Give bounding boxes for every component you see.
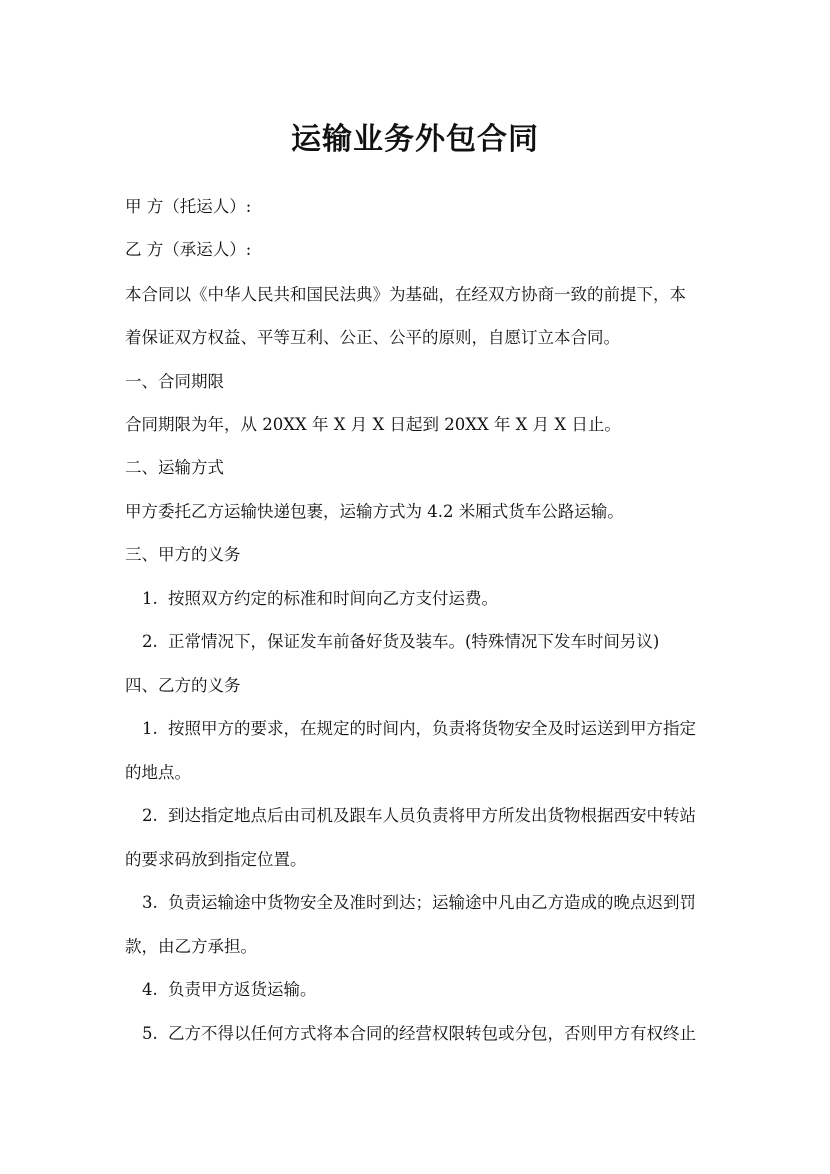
list-item: [125, 587, 732, 611]
list-item: [125, 1022, 732, 1046]
list-item: [125, 804, 732, 828]
list-item-number: 2.: [142, 806, 158, 825]
list-item-number: 2.: [142, 632, 158, 651]
list-item: [125, 717, 732, 741]
list-item-continuation: 的地点。: [125, 763, 191, 782]
list-item-number: 4.: [142, 980, 158, 999]
list-item-continuation: 的要求码放到指定位置。: [125, 850, 307, 869]
list-item: [125, 891, 732, 915]
party-a-line: 甲 方（托运人）:: [125, 197, 252, 216]
section-mode-text: 甲方委托乙方运输快递包裹，运输方式为 4.2 米厢式货车公路运输。: [125, 502, 624, 521]
list-item: [125, 978, 732, 1002]
list-item-text: 到达指定地点后由司机及跟车人员负责将甲方所发出货物根据西安中转站: [168, 806, 696, 825]
list-item-number: 5.: [142, 1024, 158, 1043]
document-title: 运输业务外包合同: [291, 122, 539, 157]
party-b-line: 乙 方（承运人）:: [125, 240, 252, 259]
intro-line-1: 本合同以《中华人民共和国民法典》为基础，在经双方协商一致的前提下，本: [125, 285, 686, 304]
list-item-number: 1.: [142, 719, 158, 738]
list-item-text: 按照双方约定的标准和时间向乙方支付运费。: [168, 589, 498, 608]
list-item-text: 正常情况下，保证发车前备好货及装车。(特殊情况下发车时间另议): [168, 632, 660, 651]
section-party-b-heading: 四、乙方的义务: [125, 676, 241, 695]
section-mode-heading: 二、运输方式: [125, 458, 224, 477]
list-item-text: 负责甲方返货运输。: [168, 980, 317, 999]
intro-line-2: 着保证双方权益、平等互利、公正、公平的原则，自愿订立本合同。: [125, 328, 620, 347]
section-term-text: 合同期限为年，从 20XX 年 X 月 X 日起到 20XX 年 X 月 X 日止。: [125, 415, 621, 434]
list-item-text: 按照甲方的要求，在规定的时间内，负责将货物安全及时运送到甲方指定: [168, 719, 696, 738]
list-item-continuation: 款，由乙方承担。: [125, 937, 257, 956]
section-party-a-heading: 三、甲方的义务: [125, 545, 241, 564]
list-item: [125, 630, 732, 654]
list-item-number: 1.: [142, 589, 158, 608]
list-item-text: 乙方不得以任何方式将本合同的经营权限转包或分包，否则甲方有权终止: [168, 1024, 696, 1043]
list-item-number: 3.: [142, 893, 158, 912]
section-term-heading: 一、合同期限: [125, 372, 224, 391]
list-item-text: 负责运输途中货物安全及准时到达；运输途中凡由乙方造成的晚点迟到罚: [168, 893, 696, 912]
